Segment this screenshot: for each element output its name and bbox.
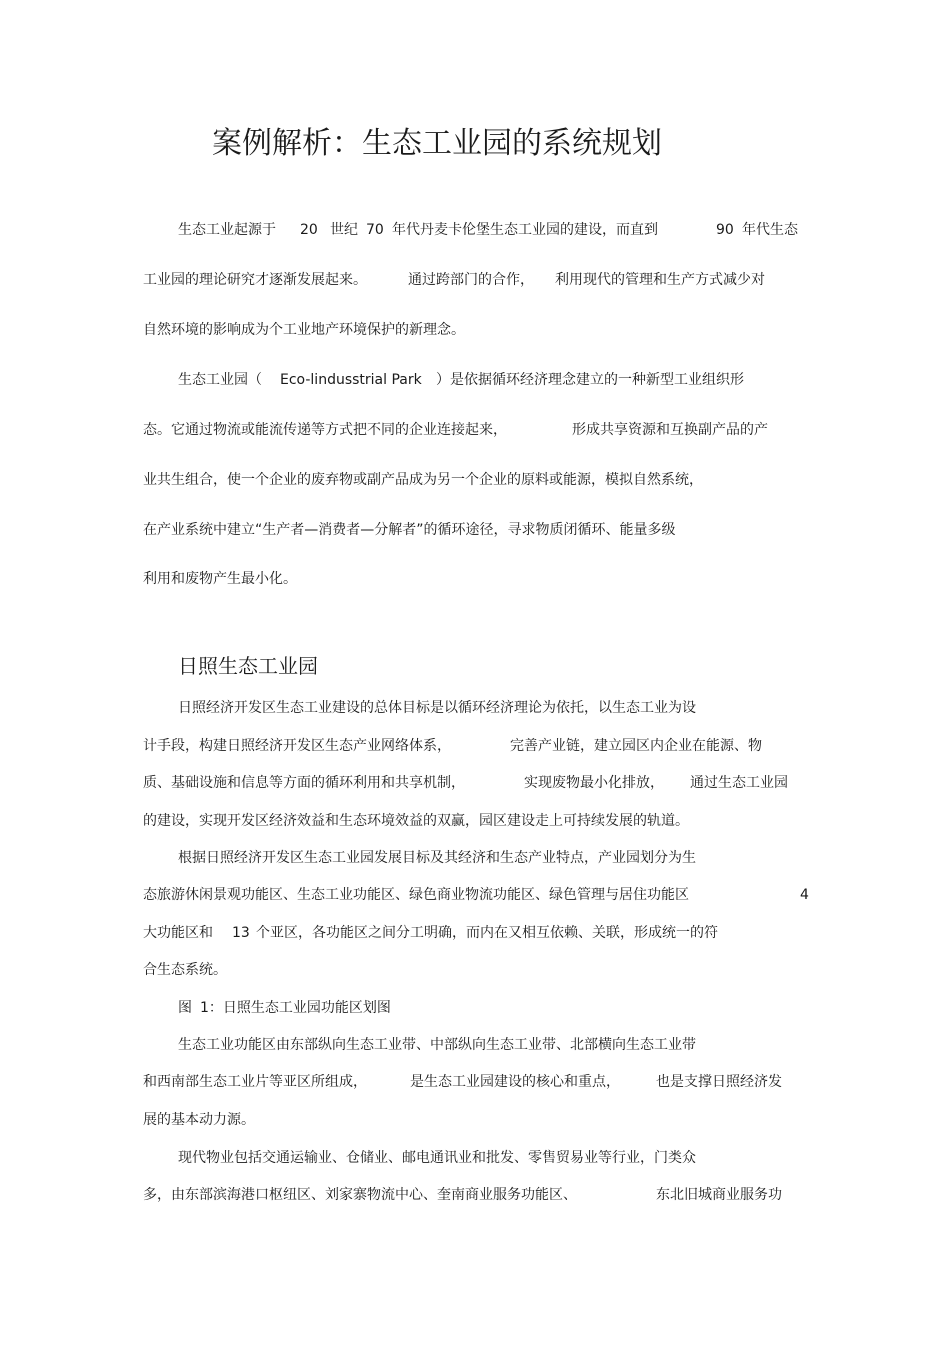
page-title: 案例解析：生态工业园的系统规划: [212, 126, 662, 161]
text-line: 通过生态工业园: [690, 775, 788, 791]
text-line: 的建设，实现开发区经济效益和生态环境效益的双赢，园区建设走上可持续发展的轨道。: [143, 813, 689, 829]
text-line: 形成共享资源和互换副产品的产: [572, 422, 768, 438]
text-line: 利用现代的管理和生产方式减少对: [555, 272, 765, 288]
text-number: 70: [366, 222, 384, 238]
text-line: 世纪: [330, 222, 358, 238]
text-line: 质、基础设施和信息等方面的循环利用和共享机制，: [143, 775, 465, 791]
text-line: 年代生态: [742, 222, 798, 238]
text-line: Eco-lindusstrial Park: [280, 372, 422, 388]
caption-label: 图: [178, 1000, 192, 1016]
text-line: 生态工业起源于: [178, 222, 276, 238]
text-line: 年代丹麦卡伦堡生态工业园的建设，而直到: [392, 222, 658, 238]
text-line: 工业园的理论研究才逐渐发展起来。: [143, 272, 367, 288]
text-line: 也是支撑日照经济发: [656, 1074, 782, 1090]
text-line: 根据日照经济开发区生态工业园发展目标及其经济和生态产业特点，产业园划分为生: [178, 850, 696, 866]
text-line: 个亚区，各功能区之间分工明确，而内在又相互依赖、关联，形成统一的符: [256, 925, 718, 941]
text-line: 现代物业包括交通运输业、仓储业、邮电通讯业和批发、零售贸易业等行业，门类众: [178, 1150, 696, 1166]
section-heading: 日照生态工业园: [178, 654, 318, 678]
text-number: 4: [800, 887, 809, 903]
text-number: 90: [716, 222, 734, 238]
caption-text: 1：日照生态工业园功能区划图: [200, 1000, 391, 1016]
text-line: 在产业系统中建立“生产者—消费者—分解者”的循环途径，寻求物质闭循环、能量多级: [143, 522, 676, 538]
text-line: 通过跨部门的合作，: [408, 272, 534, 288]
text-line: 实现废物最小化排放，: [524, 775, 664, 791]
text-number: 20: [300, 222, 318, 238]
text-line: 态旅游休闲景观功能区、生态工业功能区、绿色商业物流功能区、绿色管理与居住功能区: [143, 887, 689, 903]
text-line: 大功能区和: [143, 925, 213, 941]
text-line: 业共生组合，使一个企业的废弃物或副产品成为另一个企业的原料或能源，模拟自然系统，: [143, 472, 703, 488]
text-number: 13: [232, 925, 250, 941]
text-line: 日照经济开发区生态工业建设的总体目标是以循环经济理论为依托，以生态工业为设: [178, 700, 696, 716]
text-line: 完善产业链，建立园区内企业在能源、物: [510, 738, 762, 754]
text-line: 生态工业园（: [178, 372, 262, 388]
text-line: 和西南部生态工业片等亚区所组成，: [143, 1074, 367, 1090]
text-line: ）是依据循环经济理念建立的一种新型工业组织形: [436, 372, 744, 388]
text-line: 展的基本动力源。: [143, 1112, 255, 1128]
text-line: 自然环境的影响成为个工业地产环境保护的新理念。: [143, 322, 465, 338]
text-line: 东北旧城商业服务功: [656, 1187, 782, 1203]
text-line: 是生态工业园建设的核心和重点，: [410, 1074, 620, 1090]
text-line: 计手段，构建日照经济开发区生态产业网络体系，: [143, 738, 451, 754]
text-line: 合生态系统。: [143, 962, 227, 978]
text-line: 利用和废物产生最小化。: [143, 571, 297, 587]
text-line: 生态工业功能区由东部纵向生态工业带、中部纵向生态工业带、北部横向生态工业带: [178, 1037, 696, 1053]
text-line: 态。它通过物流或能流传递等方式把不同的企业连接起来，: [143, 422, 507, 438]
text-line: 多，由东部滨海港口枢纽区、刘家寨物流中心、奎南商业服务功能区、: [143, 1187, 577, 1203]
